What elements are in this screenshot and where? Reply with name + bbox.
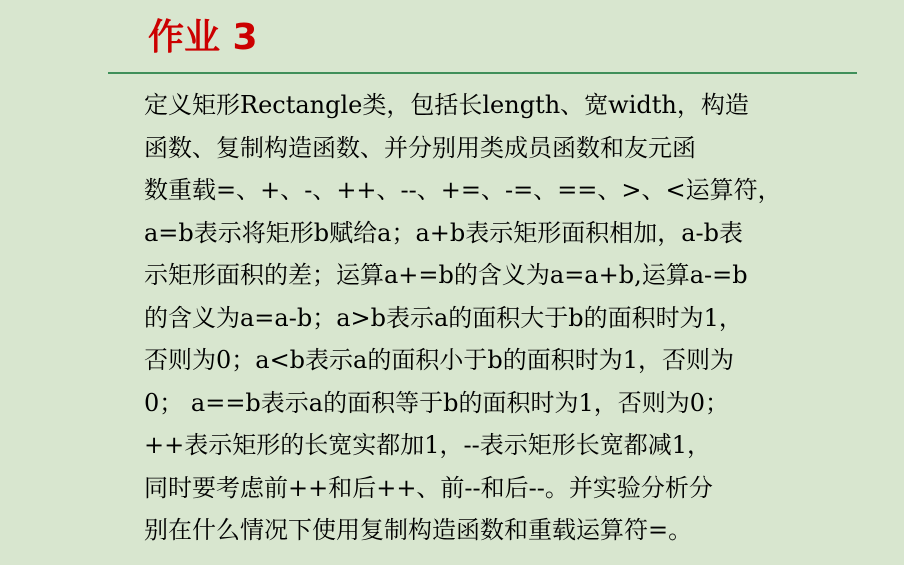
text-line-9: ++表示矩形的长宽实都加1，--表示矩形长宽都减1，: [144, 431, 711, 459]
text-line-2: 函数、复制构造函数、并分别用类成员函数和友元函: [144, 133, 696, 162]
text-line-3: 数重载=、+、-、++、--、+=、-=、==、>、<运算符，: [144, 176, 782, 204]
text-line-8: 0； a==b表示a的面积等于b的面积时为1，否则为0；: [144, 388, 729, 417]
assignment-description: [144, 84, 834, 552]
text-line-1: 定义矩形Rectangle类，包括长length、宽width，构造: [144, 91, 749, 119]
text-line-4: a=b表示将矩形b赋给a；a+b表示矩形面积相加，a-b表: [144, 218, 744, 247]
text-line-6: 的含义为a=a-b；a>b表示a的面积大于b的面积时为1，: [144, 303, 743, 332]
text-line-7: 否则为0；a<b表示a的面积小于b的面积时为1，否则为: [144, 346, 734, 374]
text-line-11: 别在什么情况下使用复制构造函数和重载运算符=。: [144, 516, 693, 544]
slide-title: 作业 3: [148, 17, 258, 58]
title-divider: [108, 72, 857, 74]
text-line-5: 示矩形面积的差；运算a+=b的含义为a=a+b,运算a-=b: [144, 261, 748, 289]
text-line-10: 同时要考虑前++和后++、前--和后--。并实验分析分: [144, 473, 713, 502]
